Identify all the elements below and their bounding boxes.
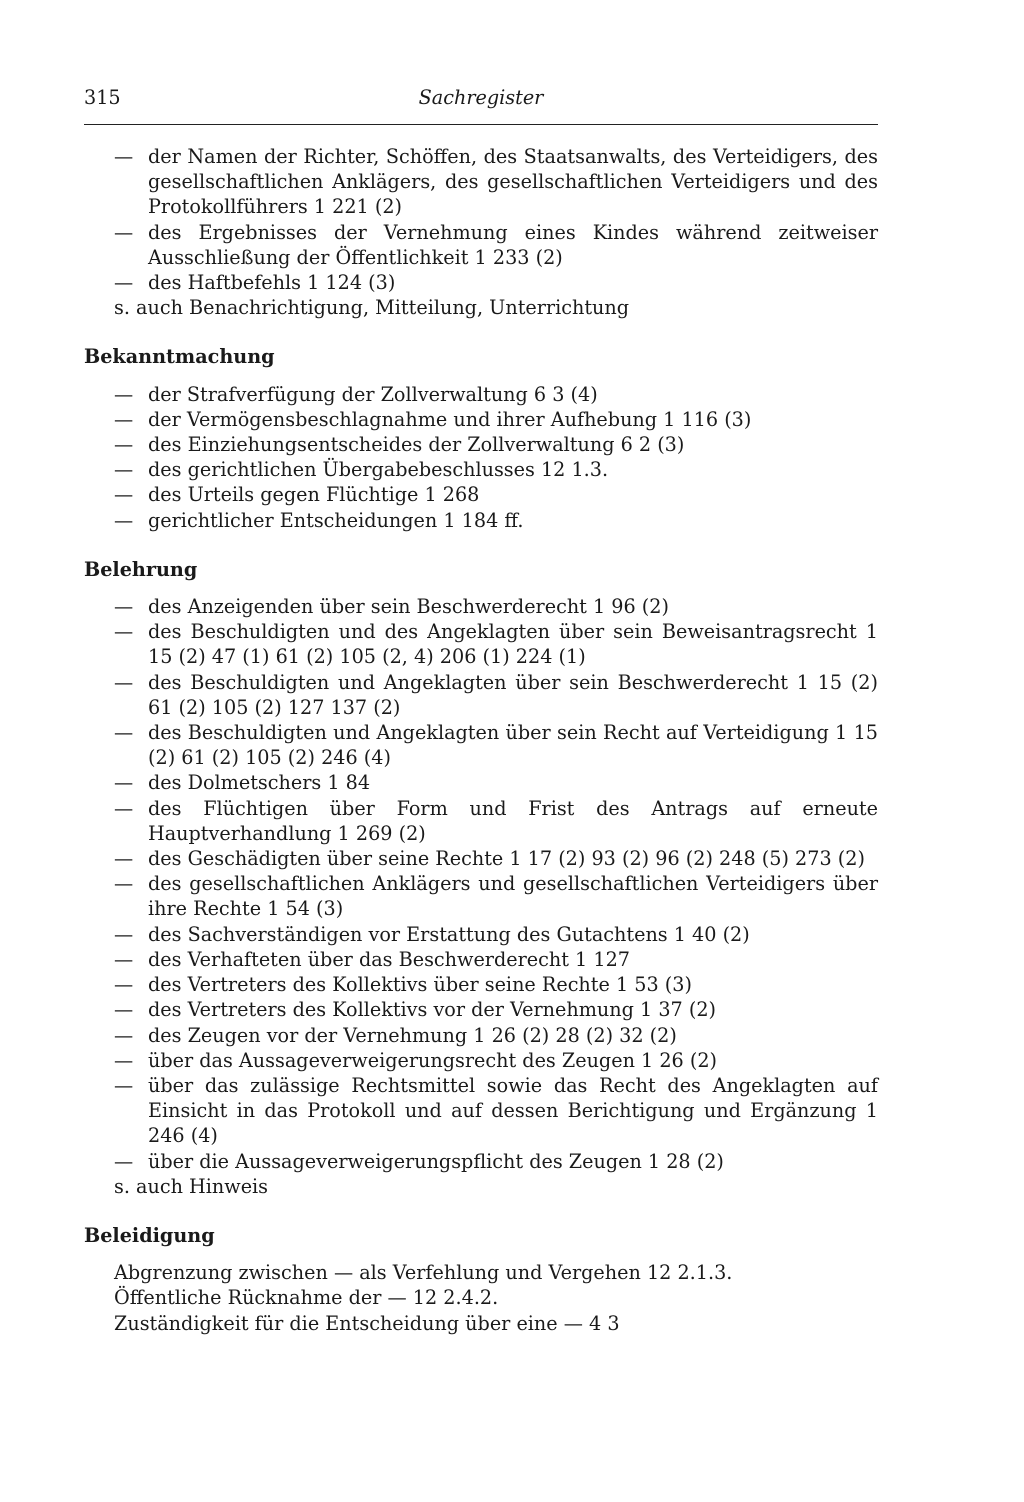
dash-glyph: —: [114, 458, 134, 482]
dash-glyph: —: [114, 847, 134, 871]
list-item: [84, 871, 878, 921]
list-item: [84, 407, 878, 432]
entry-text: des Beschuldigten und Angeklagten über sein Recht auf Verteidigung 1 15 (2) 61 (2) 105 (2) 246 (4): [148, 721, 878, 770]
dash-glyph: —: [114, 382, 134, 406]
entry-text: des Verhafteten über das Beschwerderecht 1 127: [148, 947, 630, 971]
intro-block: [84, 144, 878, 320]
entry-text: des Beschuldigten und des Angeklagten über sein Beweisantragsrecht 1 15 (2) 47 (1) 61 (2) 105 (2, 4) 206 (1) 224 (1): [148, 620, 878, 669]
entry-text: des Urteils gegen Flüchtige 1 268: [148, 483, 480, 507]
list-item: [84, 482, 878, 507]
dash-glyph: —: [114, 271, 134, 295]
section-heading: Bekanntmachung: [84, 345, 275, 369]
entry-text: des Vertreters des Kollektivs vor der Vernehmung 1 37 (2): [148, 998, 717, 1022]
page-header: [84, 86, 878, 114]
dash-glyph: —: [114, 433, 134, 457]
entry-text: des Beschuldigten und Angeklagten über sein Beschwerderecht 1 15 (2) 61 (2) 105 (2) 127 137 (2): [148, 670, 878, 719]
list-item: [84, 947, 878, 972]
entry-text: der Vermögensbeschlagnahme und ihrer Aufhebung 1 116 (3): [148, 407, 752, 431]
section-bekanntmachung: [84, 344, 878, 532]
list-item: Öffentliche Rücknahme der — 12 2.4.2.: [114, 1286, 499, 1310]
section-beleidigung: [84, 1223, 878, 1336]
dash-glyph: —: [114, 771, 134, 795]
entry-text: des Haftbefehls 1 124 (3): [148, 271, 396, 295]
entry-text: des Vertreters des Kollektivs über seine Rechte 1 53 (3): [148, 973, 692, 997]
index-content: [84, 144, 878, 1336]
entry-text: des Dolmetschers 1 84: [148, 771, 371, 795]
list-item: [84, 770, 878, 795]
see-also: s. auch Hinweis: [114, 1174, 269, 1198]
dash-glyph: —: [114, 620, 134, 644]
entry-text: der Namen der Richter, Schöffen, des Staatsanwalts, des Verteidigers, des gesellschaftlichen Anklägers, des gesellschaftlichen Verteidigers und des Protokollführers 1 221 (2): [148, 145, 878, 219]
dash-glyph: —: [114, 220, 134, 244]
entry-text: des gerichtlichen Übergabebeschlusses 12 1.3.: [148, 458, 609, 482]
dash-glyph: —: [114, 721, 134, 745]
section-belehrung: [84, 557, 878, 1199]
dash-glyph: —: [114, 595, 134, 619]
list-item: [84, 796, 878, 846]
entry-text: des gesellschaftlichen Anklägers und gesellschaftlichen Verteidigers über ihre Rechte 1 54 (3): [148, 872, 878, 921]
list-item: [84, 508, 878, 533]
dash-glyph: —: [114, 1149, 134, 1173]
list-item: [84, 1073, 878, 1149]
dash-glyph: —: [114, 1023, 134, 1047]
dash-glyph: —: [114, 973, 134, 997]
list-item: Zuständigkeit für die Entscheidung über eine — 4 3: [114, 1311, 620, 1335]
entry-text: des Sachverständigen vor Erstattung des Gutachtens 1 40 (2): [148, 922, 750, 946]
running-title: Sachregister: [418, 86, 544, 109]
section-heading: Beleidigung: [84, 1223, 215, 1247]
header-rule: [84, 124, 878, 125]
list-item: [84, 619, 878, 669]
entry-text: der Strafverfügung der Zollverwaltung 6 3 (4): [148, 382, 598, 406]
list-item: [84, 432, 878, 457]
dash-glyph: —: [114, 922, 134, 946]
entry-text: des Ergebnisses der Vernehmung eines Kindes während zeitweiser Ausschließung der Öffentlichkeit 1 233 (2): [148, 220, 878, 269]
dash-glyph: —: [114, 407, 134, 431]
section-heading: Belehrung: [84, 557, 198, 581]
list-item: [84, 846, 878, 871]
list-item: [84, 270, 878, 295]
dash-glyph: —: [114, 508, 134, 532]
see-also: s. auch Benachrichtigung, Mitteilung, Unterrichtung: [114, 296, 630, 320]
entry-text: über die Aussageverweigerungspflicht des Zeugen 1 28 (2): [148, 1149, 724, 1173]
list-item: Abgrenzung zwischen — als Verfehlung und Vergehen 12 2.1.3.: [114, 1261, 733, 1285]
entry-text: des Einziehungsentscheides der Zollverwaltung 6 2 (3): [148, 433, 685, 457]
dash-glyph: —: [114, 1073, 134, 1097]
dash-glyph: —: [114, 796, 134, 820]
list-item: [84, 220, 878, 270]
list-item: [84, 1149, 878, 1174]
entry-text: gerichtlicher Entscheidungen 1 184 ff.: [148, 508, 524, 532]
list-item: [84, 997, 878, 1022]
entry-text: über das Aussageverweigerungsrecht des Zeugen 1 26 (2): [148, 1048, 718, 1072]
list-item: [84, 720, 878, 770]
entry-text: des Geschädigten über seine Rechte 1 17 (2) 93 (2) 96 (2) 248 (5) 273 (2): [148, 847, 865, 871]
dash-glyph: —: [114, 998, 134, 1022]
dash-glyph: —: [114, 670, 134, 694]
entry-text: des Zeugen vor der Vernehmung 1 26 (2) 28 (2) 32 (2): [148, 1023, 677, 1047]
list-item: [84, 382, 878, 407]
page-number: 315: [84, 86, 121, 109]
dash-glyph: —: [114, 872, 134, 896]
entry-text: des Flüchtigen über Form und Frist des Antrags auf erneute Hauptverhandlung 1 269 (2): [148, 796, 878, 845]
dash-glyph: —: [114, 483, 134, 507]
list-item: [84, 1023, 878, 1048]
dash-glyph: —: [114, 947, 134, 971]
list-item: [84, 1048, 878, 1073]
list-item: [84, 972, 878, 997]
list-item: [84, 922, 878, 947]
list-item: [84, 144, 878, 220]
list-item: [84, 594, 878, 619]
list-item: [84, 457, 878, 482]
dash-glyph: —: [114, 145, 134, 168]
list-item: [84, 670, 878, 720]
entry-text: über das zulässige Rechtsmittel sowie das Recht des Angeklagten auf Einsicht in das Protokoll und auf dessen Berichtigung und Ergänzung 1 246 (4): [148, 1073, 878, 1148]
entry-text: des Anzeigenden über sein Beschwerderecht 1 96 (2): [148, 595, 669, 619]
dash-glyph: —: [114, 1048, 134, 1072]
